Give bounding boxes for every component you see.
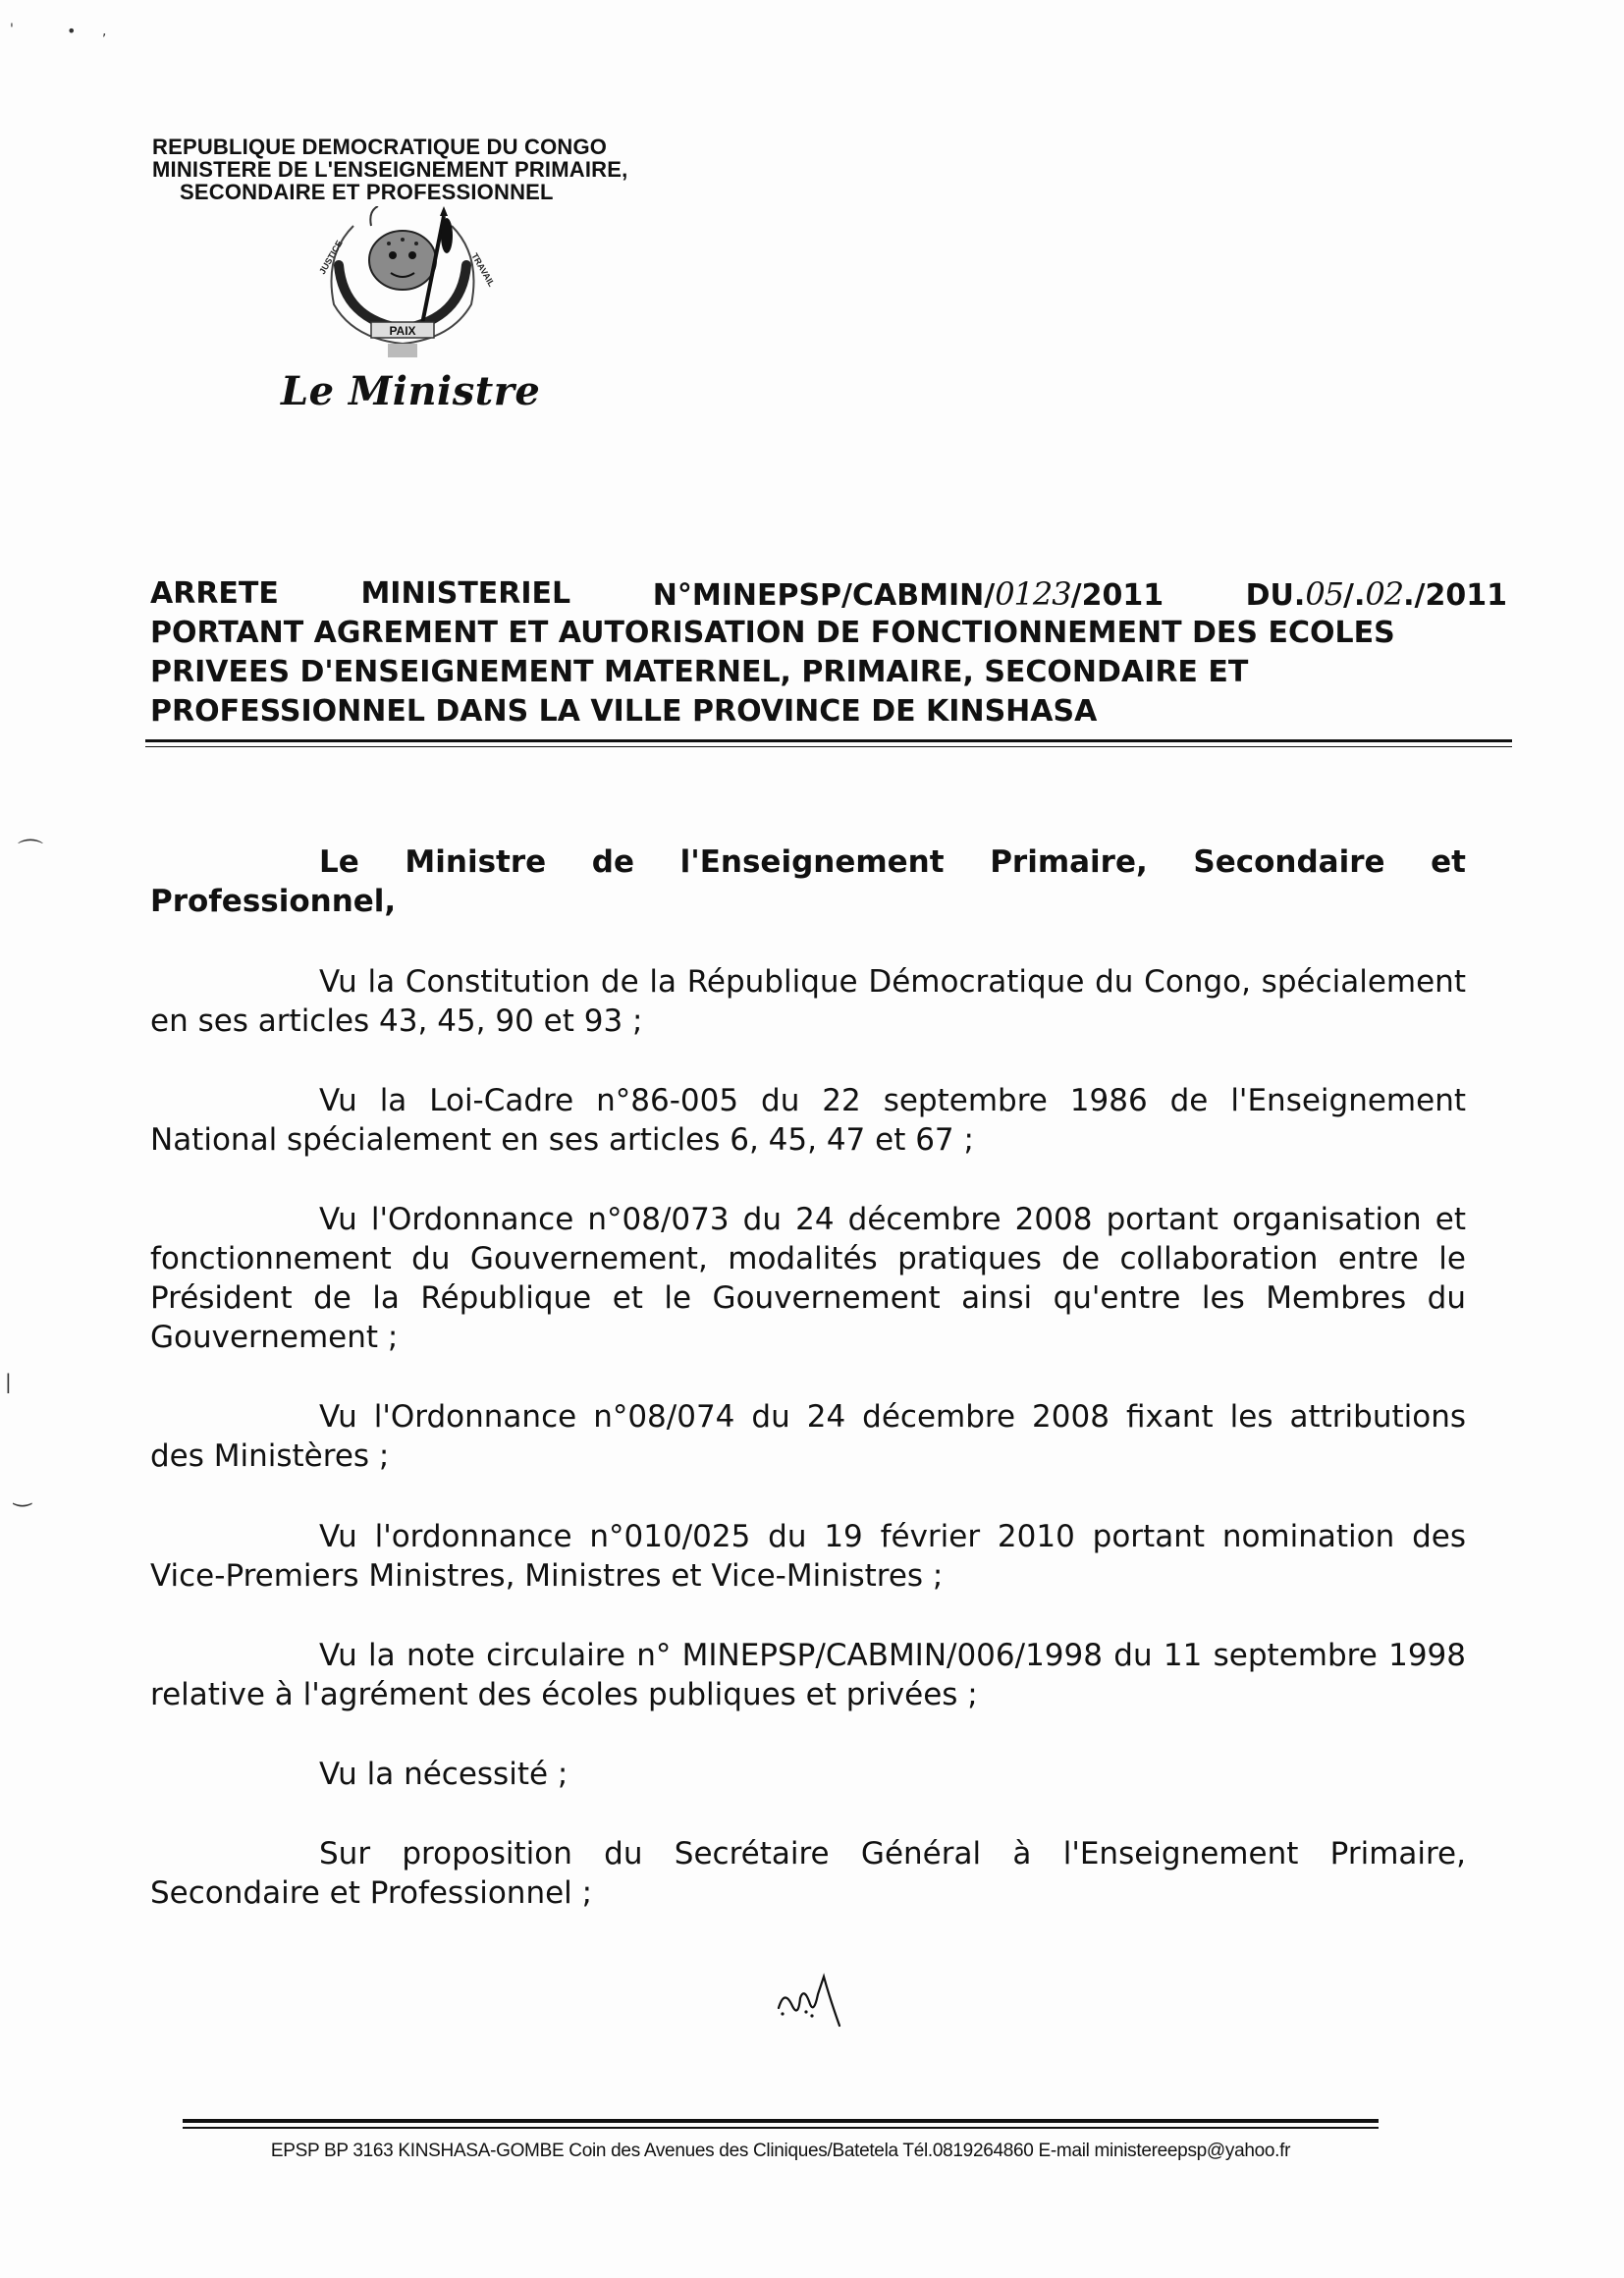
- considerant-proposition: Sur proposition du Secrétaire Général à l'Enseignement Primaire, Secondaire et Professionnel ;: [150, 1836, 1466, 1911]
- title-underline-thin: [145, 746, 1512, 747]
- coat-of-arms-seal: [295, 206, 511, 363]
- footer-contact: EPSP BP 3163 KINSHASA-GOMBE Coin des Avenues des Cliniques/Batetela Tél.0819264860 E-mail ministereepsp@yahoo.fr: [270, 2141, 1291, 2161]
- title-line-2: [150, 614, 1507, 653]
- footer-rule-thin: [183, 2127, 1379, 2129]
- header-ministry-cont: SECONDAIRE ET PROFESSIONNEL: [180, 180, 554, 204]
- handwritten-month: 02: [1365, 575, 1404, 613]
- handwritten-day: 05: [1305, 575, 1344, 613]
- title-ref-prefix: N°MINEPSP/CABMIN/: [652, 578, 996, 613]
- handwritten-initials: [771, 1969, 849, 2037]
- title-line-2-text: PORTANT AGREMENT ET AUTORISATION DE FONCTIONNEMENT DES ECOLES: [150, 616, 1395, 650]
- considerant-ordonnance-08-074: Vu l'Ordonnance n°08/074 du 24 décembre 2008 fixant les attributions des Ministères ;: [150, 1399, 1466, 1474]
- seal-left-text: JUSTICE: [317, 239, 345, 276]
- title-ref-suffix: /2011: [1070, 578, 1164, 613]
- title-line-1: [150, 574, 1507, 616]
- considerant-constitution: Vu la Constitution de la République Démocratique du Congo, spécialement en ses articles 43, 45, 90 et 93 ;: [150, 964, 1466, 1039]
- title-line-4: [150, 692, 1507, 732]
- scan-speck: ‿: [14, 1483, 31, 1507]
- minister-heading-line2: Professionnel,: [150, 884, 397, 919]
- title-date-sep: /.: [1343, 578, 1366, 613]
- scan-speck: ⌒: [18, 839, 44, 868]
- title-word-arrete: ARRETE: [150, 576, 279, 611]
- title-line-3-text: PRIVEES D'ENSEIGNEMENT MATERNEL, PRIMAIRE, SECONDAIRE ET: [150, 655, 1249, 689]
- title-year: ./2011: [1403, 578, 1507, 613]
- considerant-ordonnance-08-073: Vu l'Ordonnance n°08/073 du 24 décembre 2008 portant organisation et fonctionnement du Gouvernement, modalités pratiques de collaboration entre le Président de la République et le Gouvernement ainsi qu'entre les Membres du Gouvernement ;: [150, 1202, 1466, 1355]
- considerant-ordonnance-010-025: Vu l'ordonnance n°010/025 du 19 février 2010 portant nomination des Vice-Premiers Ministres, Ministres et Vice-Ministres ;: [150, 1519, 1466, 1594]
- seal-banner-text: PAIX: [389, 324, 416, 338]
- title-line-4-text: PROFESSIONNEL DANS LA VILLE PROVINCE DE KINSHASA: [150, 694, 1098, 729]
- scan-speck: ': [10, 22, 14, 37]
- footer-rule-thick: [183, 2119, 1379, 2123]
- considerant-loi-cadre: Vu la Loi-Cadre n°86-005 du 22 septembre 1986 de l'Enseignement National spécialement en ses articles 6, 45, 47 et 67 ;: [150, 1083, 1466, 1158]
- title-line-3: [150, 653, 1507, 692]
- title-du: DU.: [1245, 578, 1306, 613]
- title-underline-thick: [145, 739, 1512, 742]
- title-date: [1246, 574, 1507, 616]
- title-reference: [653, 574, 1164, 616]
- minister-heading-line1: Le Ministre de l'Enseignement Primaire, Secondaire et: [319, 844, 1466, 880]
- minister-signature: Le Ministre: [281, 368, 541, 414]
- title-word-ministeriel: MINISTERIEL: [360, 576, 571, 611]
- considerant-note-circulaire: Vu la note circulaire n° MINEPSP/CABMIN/006/1998 du 11 septembre 1998 relative à l'agrément des écoles publiques et privées ;: [150, 1638, 1466, 1712]
- considerant-necessite: Vu la nécessité ;: [319, 1757, 568, 1792]
- handwritten-number: 0123: [995, 575, 1071, 613]
- scan-speck: •: [67, 22, 77, 40]
- seal-right-text: TRAVAIL: [469, 251, 497, 289]
- header-republic: REPUBLIQUE DEMOCRATIQUE DU CONGO: [152, 135, 608, 159]
- header-ministry: MINISTERE DE L'ENSEIGNEMENT PRIMAIRE,: [152, 157, 628, 182]
- scan-speck: |: [5, 1370, 12, 1393]
- scan-speck: ,: [102, 24, 107, 39]
